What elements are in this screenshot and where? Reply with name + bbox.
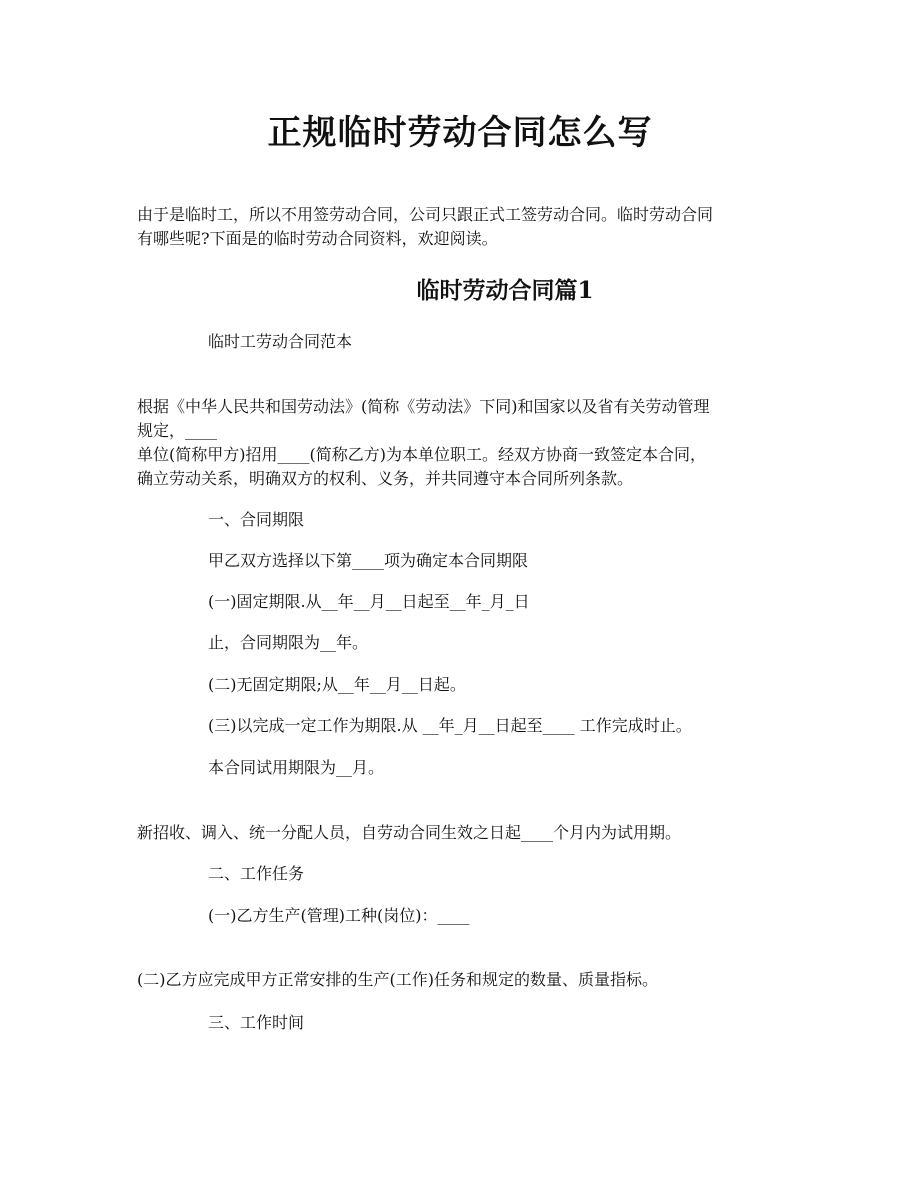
- heading-work-time: 三、工作时间: [208, 1013, 305, 1032]
- task-1: (一)乙方生产(管理)工种(岗位)：____: [208, 906, 470, 925]
- document-title: 正规临时劳动合同怎么写: [267, 113, 653, 153]
- heading-work-task: 二、工作任务: [208, 864, 305, 883]
- basis-line-3: 单位(简称甲方)招用____(简称乙方)为本单位职工。经双方协商一致签定本合同，: [137, 445, 706, 464]
- intro-line-1: 由于是临时工，所以不用签劳动合同，公司只跟正式工签劳动合同。临时劳动合同: [137, 205, 714, 224]
- intro-line-2: 有哪些呢?下面是的临时劳动合同资料，欢迎阅读。: [137, 229, 498, 248]
- term-fixed-a: (一)固定期限.从__年__月__日起至__年_月_日: [208, 592, 530, 611]
- term-choice: 甲乙双方选择以下第____项为确定本合同期限: [208, 551, 529, 570]
- new-hires: 新招收、调入、统一分配人员，自劳动合同生效之日起____个月内为试用期。: [137, 823, 682, 842]
- term-task: (三)以完成一定工作为期限.从 __年_月__日起至____ 工作完成时止。: [208, 716, 692, 735]
- section-title: 临时劳动合同篇1: [416, 277, 594, 304]
- probation: 本合同试用期限为__月。: [208, 758, 385, 777]
- basis-line-4: 确立劳动关系，明确双方的权利、义务，并共同遵守本合同所列条款。: [137, 469, 634, 488]
- basis-line-2: 规定，____: [137, 421, 218, 440]
- heading-contract-term: 一、合同期限: [208, 510, 305, 529]
- task-2: (二)乙方应完成甲方正常安排的生产(工作)任务和规定的数量、质量指标。: [137, 970, 658, 989]
- term-open: (二)无固定期限;从__年__月__日起。: [208, 675, 466, 694]
- basis-line-1: 根据《中华人民共和国劳动法》(简称《劳动法》下同)和国家以及省有关劳动管理: [137, 397, 710, 416]
- term-fixed-b: 止，合同期限为__年。: [208, 633, 369, 652]
- contract-subtitle: 临时工劳动合同范本: [208, 332, 353, 351]
